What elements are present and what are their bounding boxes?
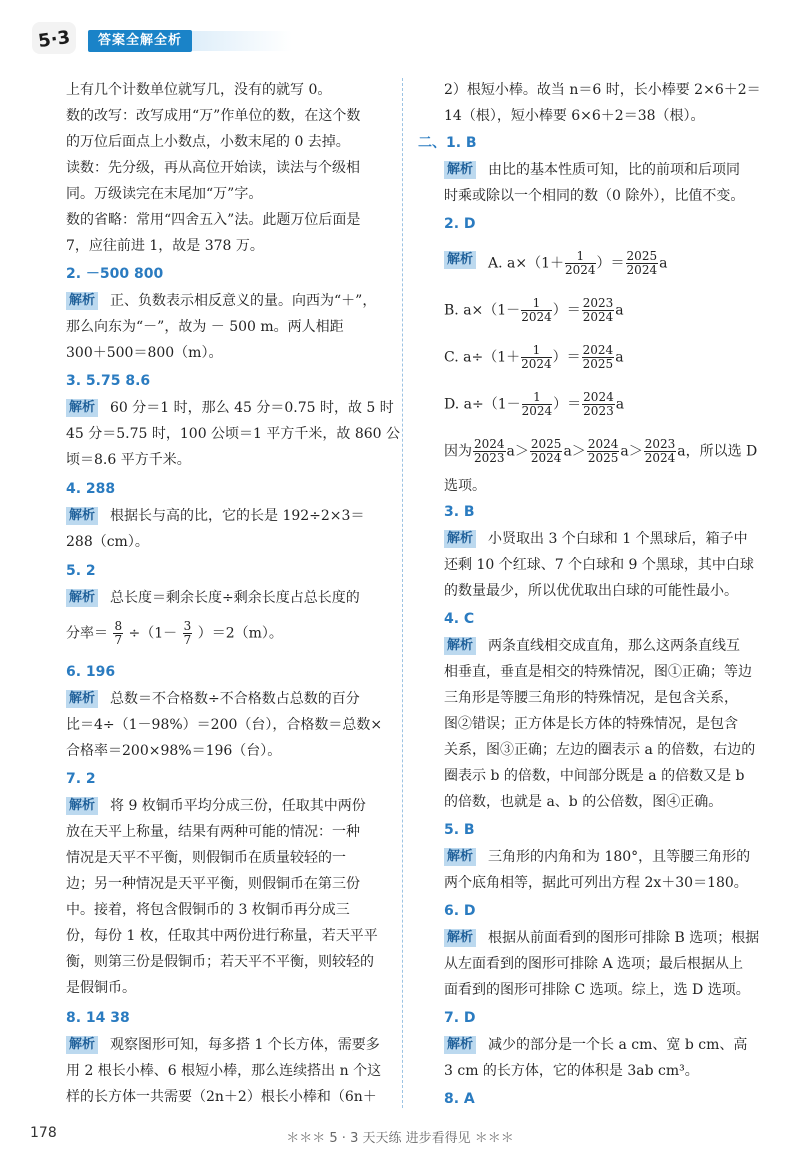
section-2-answer-1: 二、1. B <box>418 135 477 151</box>
denominator: 2025 <box>582 357 614 371</box>
text-line: 关系，图③正确；左边的圈表示 a 的倍数，右边的 <box>444 742 756 758</box>
text-line: 根据长与高的比，它的长是 192÷2×3＝ <box>110 508 365 524</box>
answer-6: 6. D <box>444 903 476 919</box>
fraction <box>582 344 615 371</box>
numerator: 2023 <box>582 296 614 310</box>
jiexi-tag: 解析 <box>444 530 476 548</box>
numerator: 1 <box>521 297 552 311</box>
formula-text: a <box>659 255 668 272</box>
column-divider <box>402 78 403 1108</box>
numerator: 3 <box>183 619 192 633</box>
text-line: 上有几个计数单位就写几，没有的就写 0。 <box>66 82 332 98</box>
text-line: 是假铜币。 <box>66 980 136 996</box>
answer-2: 2. D <box>444 216 476 232</box>
denominator: 2024 <box>626 263 658 277</box>
fraction <box>582 391 615 418</box>
numerator: 2025 <box>626 249 658 263</box>
text-line: 45 分＝5.75 时，100 公顷＝1 平方千米，故 860 公 <box>66 426 401 442</box>
denominator: 2024 <box>582 310 614 324</box>
text-line: 小贤取出 3 个白球和 1 个黑球后，箱子中 <box>488 531 748 547</box>
formula-text: ）＝ <box>553 396 582 413</box>
jiexi-tag: 解析 <box>444 1036 476 1054</box>
fraction <box>582 297 615 324</box>
fraction <box>113 620 123 647</box>
text-line: 总数＝不合格数÷不合格数占总数的百分 <box>110 691 360 707</box>
answer-4: 4. 288 <box>66 481 116 497</box>
text-line: 300＋500＝800（m）。 <box>66 345 223 361</box>
text-line: 份，每份 1 枚，任取其中两份进行称量，若天平平 <box>66 928 378 944</box>
footer-slogan: ＊＊＊ 5 · 3 天天练 进步看得见 ＊＊＊ <box>286 1131 514 1146</box>
text-line: 情况是天平不平衡，则假铜币在质量较轻的一 <box>66 850 346 866</box>
text-line: 观察图形可知，每多搭 1 个长方体，需要多 <box>110 1037 380 1053</box>
answer-3: 3. 5.75 8.6 <box>66 373 151 389</box>
numerator: 2024 <box>587 437 619 451</box>
formula-text: C. a÷（1＋ <box>444 349 521 366</box>
text-line: 读数：先分级，再从高位开始读，读法与个级相 <box>66 160 360 176</box>
formula-text: a＞ <box>563 443 586 460</box>
text-line: 14（根），短小棒要 6×6＋2＝38（根）。 <box>444 108 705 124</box>
text-line: 从左面看到的图形可排除 A 选项；最后根据从上 <box>444 956 744 972</box>
text-line: 圈表示 b 的倍数，中间部分既是 a 的倍数又是 b <box>444 768 745 784</box>
formula-text: ）＝ <box>552 302 581 319</box>
option-d-formula <box>444 391 624 418</box>
jiexi-tag: 解析 <box>66 292 98 310</box>
answer-5: 5. B <box>444 822 475 838</box>
option-a-formula <box>488 250 667 277</box>
denominator: 7 <box>183 633 192 647</box>
formula-text: ）＝2（m）。 <box>197 625 283 642</box>
jiexi-tag: 解析 <box>444 929 476 947</box>
formula-text: ）＝ <box>552 349 581 366</box>
formula-text: a <box>615 302 624 319</box>
comparison-line <box>444 438 757 465</box>
answer-7: 7. 2 <box>66 771 96 787</box>
denominator: 2025 <box>587 451 619 465</box>
denominator: 2024 <box>521 310 552 324</box>
text-line: 中。接着，将包含假铜币的 3 枚铜币再分成三 <box>66 902 350 918</box>
formula-text: a，所以选 D <box>677 443 758 460</box>
answer-7: 7. D <box>444 1010 476 1026</box>
option-b-formula <box>444 297 624 324</box>
text-line: 顷＝8.6 平方千米。 <box>66 452 191 468</box>
formula-text: 因为 <box>444 443 472 460</box>
denominator: 2024 <box>521 357 552 371</box>
option-c-formula <box>444 344 624 371</box>
numerator: 2024 <box>474 437 505 451</box>
formula-text: ÷（1－ <box>128 625 178 642</box>
answer-2: 2. －500 800 <box>66 266 164 282</box>
jiexi-tag: 解析 <box>444 637 476 655</box>
text-line: 数的省略：常用“四舍五入”法。此题万位后面是 <box>66 212 361 228</box>
text-line: 将 9 枚铜币平均分成三份，任取其中两份 <box>110 798 366 814</box>
text-line: 的倍数，也就是 a、b 的公倍数，图④正确。 <box>444 794 723 810</box>
jiexi-tag: 解析 <box>66 690 98 708</box>
numerator: 1 <box>522 391 553 405</box>
text-line: 还剩 10 个红球、7 个白球和 9 个黑球，其中白球 <box>444 557 754 573</box>
formula-text: ）＝ <box>596 255 625 272</box>
numerator: 1 <box>521 344 552 358</box>
text-line: 288（cm）。 <box>66 534 149 550</box>
text-line: 样的长方体一共需要（2n＋2）根长小棒和（6n＋ <box>66 1089 377 1105</box>
jiexi-tag: 解析 <box>66 1036 98 1054</box>
text-line: 三角形的内角和为 180°，且等腰三角形的 <box>488 849 751 865</box>
numerator: 2024 <box>583 390 614 404</box>
jiexi-tag: 解析 <box>66 589 98 607</box>
jiexi-tag: 解析 <box>444 848 476 866</box>
text-line: 数的改写：改写成用“万”作单位的数，在这个数 <box>66 108 361 124</box>
denominator: 2024 <box>521 404 553 418</box>
numerator: 2025 <box>530 437 562 451</box>
text-line: 面看到的图形可排除 C 选项。综上，选 D 选项。 <box>444 982 750 998</box>
text-line: 相垂直，垂直是相交的特殊情况，图①正确；等边 <box>444 664 752 680</box>
header-title: 答案全解全析 <box>88 30 192 52</box>
answer-5: 5. 2 <box>66 563 96 579</box>
text-line: 由比的基本性质可知，比的前项和后项同 <box>488 162 740 178</box>
jiexi-tag: 解析 <box>444 161 476 179</box>
page-header <box>30 18 330 58</box>
text-line: 那么向东为“－”，故为 － 500 m。两人相距 <box>66 319 344 335</box>
text-line: 减少的部分是一个长 a cm、宽 b cm、高 <box>488 1037 748 1053</box>
answer-6: 6. 196 <box>66 664 116 680</box>
logo-text: 5·3 <box>36 26 72 53</box>
text-line: 同。万级读完在末尾加“万”字。 <box>66 186 263 202</box>
text-line: 根据从前面看到的图形可排除 B 选项；根据 <box>488 930 760 946</box>
text-line: 60 分＝1 时，那么 45 分＝0.75 时，故 5 时 <box>110 400 394 416</box>
text-line: 衡，则第三份是假铜币；若天平不平衡，则较轻的 <box>66 954 374 970</box>
formula-text: A. a×（1＋ <box>488 255 564 272</box>
formula-line <box>66 620 283 647</box>
text-line: 两个底角相等，据此可列出方程 2x＋30＝180。 <box>444 875 748 891</box>
text-line: 总长度＝剩余长度÷剩余长度占总长度的 <box>110 590 360 606</box>
answer-4: 4. C <box>444 611 475 627</box>
jiexi-tag: 解析 <box>66 797 98 815</box>
denominator: 2023 <box>474 451 505 465</box>
formula-text: a <box>615 396 625 413</box>
text-line: 正、负数表示相反意义的量。向西为“＋”， <box>110 293 377 309</box>
text-line: 7，应往前进 1，故是 378 万。 <box>66 238 264 254</box>
formula-text: D. a÷（1－ <box>444 396 521 413</box>
fraction <box>626 250 659 277</box>
text-line: 边；另一种情况是天平平衡，则假铜币在第三份 <box>66 876 360 892</box>
formula-text: a＞ <box>506 443 529 460</box>
fraction <box>565 250 596 277</box>
text-line: 时乘或除以一个相同的数（0 除外），比值不变。 <box>444 188 745 204</box>
fraction <box>522 391 553 418</box>
jiexi-tag: 解析 <box>66 399 98 417</box>
answer-8: 8. A <box>444 1091 475 1107</box>
page-number: 178 <box>30 1125 57 1141</box>
answer-3: 3. B <box>444 504 475 520</box>
text-line: 比＝4÷（1－98%）＝200（台），合格数＝总数× <box>66 717 383 733</box>
fraction <box>183 620 193 647</box>
formula-text: a＞ <box>620 443 643 460</box>
formula-text: a <box>615 349 624 366</box>
denominator: 7 <box>114 633 123 647</box>
text-line: 2）根短小棒。故当 n＝6 时，长小棒要 2×6＋2＝ <box>444 82 761 98</box>
answer-8: 8. 14 38 <box>66 1010 130 1026</box>
formula-text: B. a×（1－ <box>444 302 521 319</box>
text-line: 合格率＝200×98%＝196（台）。 <box>66 743 282 759</box>
fraction <box>530 438 563 465</box>
text-line: 3 cm 的长方体，它的体积是 3ab cm³。 <box>444 1063 699 1079</box>
fraction <box>521 344 552 371</box>
text-line: 的万位后面点上小数点，小数末尾的 0 去掉。 <box>66 134 350 150</box>
denominator: 2024 <box>565 263 596 277</box>
text-line: 两条直线相交成直角，那么这两条直线互 <box>488 638 740 654</box>
denominator: 2023 <box>583 404 614 418</box>
text-line: 的数量最少，所以优优取出白球的可能性最小。 <box>444 583 738 599</box>
denominator: 2024 <box>644 451 676 465</box>
fraction <box>473 438 506 465</box>
denominator: 2024 <box>530 451 562 465</box>
text-line: 图②错误；正方体是长方体的特殊情况，是包含 <box>444 716 738 732</box>
brand-logo <box>30 18 82 58</box>
jiexi-tag: 解析 <box>66 507 98 525</box>
text-line: 三角形是等腰三角形的特殊情况，是包含关系， <box>444 690 738 706</box>
numerator: 1 <box>565 250 596 264</box>
numerator: 2024 <box>582 343 614 357</box>
fraction <box>521 297 552 324</box>
text-line: 用 2 根长小棒、6 根短小棒，那么连续搭出 n 个这 <box>66 1063 382 1079</box>
numerator: 8 <box>114 619 123 633</box>
formula-text: 分率＝ <box>66 625 108 642</box>
fraction <box>587 438 620 465</box>
fraction <box>644 438 677 465</box>
numerator: 2023 <box>644 437 676 451</box>
text-line: 选项。 <box>444 478 486 494</box>
text-line: 放在天平上称量，结果有两种可能的情况：一种 <box>66 824 360 840</box>
jiexi-tag: 解析 <box>444 251 476 269</box>
